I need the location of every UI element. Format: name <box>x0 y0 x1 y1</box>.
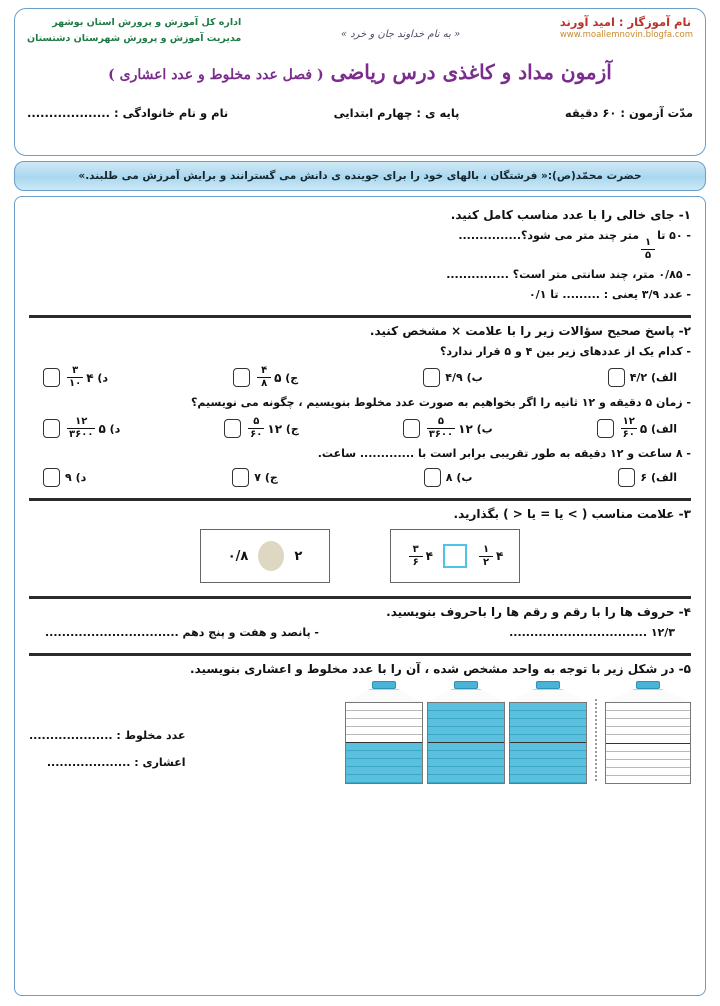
decimal-left-value: ۲ <box>294 548 303 564</box>
question-2-sub3-prompt: - ۸ ساعت و ۱۲ دقیقه به طور تقریبی برابر است با ............. ساعت. <box>317 447 691 461</box>
option-4[interactable] <box>43 417 120 440</box>
tank-slice <box>428 743 504 751</box>
tank-slice <box>606 719 690 727</box>
tank-slice <box>510 751 586 759</box>
option-3[interactable] <box>233 366 298 389</box>
tank-slice <box>346 735 422 743</box>
option-checkbox[interactable] <box>424 468 441 487</box>
question-5-title: ۵- در شکل زیر با توجه به واحد مشخص شده ، آن را با عدد مخلوط و اعشاری بنویسید. <box>190 662 691 677</box>
option-mixed-number <box>65 366 94 389</box>
question-3 <box>29 504 691 593</box>
option-label: الف) ۴/۲ <box>629 371 677 385</box>
question-2-sub1-prompt: - کدام یک از عددهای زیر بین ۴ و ۵ قرار ندارد؟ <box>440 345 691 359</box>
divider-4 <box>29 653 691 656</box>
tank-slice <box>346 743 422 751</box>
hadith-banner: حضرت محمّد(ص):« فرشتگان ، بالهای خود را برای جوینده ی دانش می گسترانند و برایش آمرزش می طلبند.» <box>14 161 706 191</box>
teacher-block <box>560 15 693 40</box>
question-2-sub2-options <box>43 417 677 440</box>
tank-full-1 <box>509 681 587 784</box>
question-2-sub1-options <box>43 366 677 389</box>
question-5-answer-decimal[interactable]: اعشاری : .................... <box>46 756 186 770</box>
right-numerator: ۳ <box>412 543 419 555</box>
option-fraction <box>248 417 264 440</box>
teacher-name: نام آموزگار : امید آورند <box>559 15 692 29</box>
option-checkbox[interactable] <box>403 419 420 438</box>
tank-neck <box>345 689 423 702</box>
tank-slice <box>606 703 690 711</box>
tank-slice <box>510 775 586 783</box>
organization-block <box>27 15 241 46</box>
option-fraction <box>427 417 455 440</box>
tank-slice <box>428 767 504 775</box>
option-label: الف) ۵ $\frac{۱۲}{۶۰}$ <box>619 417 677 440</box>
option-mixed-number <box>65 417 106 440</box>
question-2-title: ۲- پاسخ صحیح سؤالات زیر را با علامت × مشخص کنید. <box>369 324 691 339</box>
option-4[interactable] <box>43 468 86 487</box>
student-name-field[interactable]: نام و نام خانوادگی : ................... <box>27 106 229 121</box>
tank-body <box>345 702 423 784</box>
option-checkbox[interactable] <box>43 419 60 438</box>
tank-cap <box>372 681 396 689</box>
option-mixed-number <box>255 366 281 389</box>
option-checkbox[interactable] <box>618 468 635 487</box>
option-label: الف) ۶ <box>640 471 677 485</box>
option-mixed-number <box>425 417 473 440</box>
option-checkbox[interactable] <box>43 368 60 387</box>
tank-neck <box>605 689 691 702</box>
option-numerator: ۵ <box>437 416 444 428</box>
option-whole: ۱۲ <box>267 421 283 436</box>
question-1-item-b: - ۰/۸۵ متر، چند سانتی متر است؟ ............... <box>446 268 691 282</box>
tank-slice <box>606 711 690 719</box>
tank-slice <box>428 759 504 767</box>
option-whole: ۵ <box>274 370 282 385</box>
option-3[interactable] <box>224 417 299 440</box>
right-whole: ۴ <box>425 549 433 564</box>
tank-slice <box>510 767 586 775</box>
question-4-items <box>29 626 691 639</box>
tank-cap <box>454 681 478 689</box>
decimal-right-value: ۰/۸ <box>227 548 249 564</box>
option-checkbox[interactable] <box>224 419 241 438</box>
compare-right-mixed <box>407 545 433 568</box>
option-denominator: ۳۶۰۰ <box>428 429 454 441</box>
tank-body <box>605 702 691 784</box>
question-4-item-words[interactable]: - پانصد و هفت و پنج دهم ................................ <box>45 626 319 640</box>
tank-body <box>427 702 505 784</box>
option-fraction <box>257 366 271 389</box>
option-4[interactable] <box>43 366 108 389</box>
question-5-answer-mixed[interactable]: عدد مخلوط : .................... <box>29 729 186 743</box>
tank-slice <box>606 752 690 760</box>
option-numerator: ۱۲ <box>622 416 635 428</box>
option-denominator: ۶۰ <box>250 429 263 441</box>
tank-full-2 <box>427 681 505 784</box>
left-whole: ۴ <box>496 549 504 564</box>
option-label: د) ۵ $\frac{۱۲}{۳۶۰۰}$ <box>65 417 120 440</box>
divider-2 <box>29 498 691 501</box>
option-1[interactable] <box>618 468 677 487</box>
org-line-2: مدیریت آموزش و پرورش شهرستان دشتستان <box>27 32 242 44</box>
exam-title <box>27 60 693 84</box>
tank-slice <box>428 703 504 711</box>
header-fields-row <box>27 106 693 120</box>
tank-cap <box>536 681 560 689</box>
tank-slice <box>428 727 504 735</box>
tank-slice <box>346 759 422 767</box>
option-label: ج) ۷ <box>254 471 278 485</box>
comparison-answer-box[interactable] <box>443 544 467 568</box>
q1a-fraction <box>641 238 655 261</box>
option-fraction <box>67 417 95 440</box>
q1a-numerator: ۱ <box>645 237 652 249</box>
tank-slice <box>346 767 422 775</box>
option-checkbox[interactable] <box>232 468 249 487</box>
tank-slice <box>606 735 690 743</box>
q1a-prefix: - ۵۰ تا <box>657 229 691 242</box>
tank-slice <box>510 735 586 743</box>
duration-field: مدّت آزمون : ۶۰ دقیقه <box>564 106 693 121</box>
bismillah-text: « به نام خداوند جان و خرد » <box>340 29 461 40</box>
unit-tank <box>605 681 691 784</box>
option-numerator: ۴ <box>261 365 268 377</box>
grade-field: پایه ی : چهارم ابتدایی <box>333 106 460 121</box>
question-5 <box>29 659 691 792</box>
org-line-1: اداره کل آموزش و پرورش استان بوشهر <box>52 17 242 28</box>
tank-slice <box>346 775 422 783</box>
tank-neck <box>427 689 505 702</box>
exam-title-main: آزمون مداد و کاغذی درس ریاضی <box>330 60 612 85</box>
q1a-denominator: ۵ <box>645 250 652 262</box>
tank-slice <box>606 768 690 776</box>
option-checkbox[interactable] <box>608 368 625 387</box>
option-whole: ۴ <box>86 370 94 385</box>
option-checkbox[interactable] <box>597 419 614 438</box>
question-3-title: ۳- علامت مناسب ( > یا = یا < ) بگذارید. <box>453 507 691 522</box>
option-whole: ۱۲ <box>458 421 473 436</box>
tank-slice <box>510 703 586 711</box>
question-2-sub3-options <box>43 468 677 487</box>
option-numerator: ۳ <box>72 365 79 377</box>
option-3[interactable] <box>232 468 278 487</box>
website-link[interactable]: www.moallemnovin.blogfa.com <box>559 30 693 40</box>
header-card <box>14 8 706 156</box>
option-2[interactable] <box>403 417 493 440</box>
option-checkbox[interactable] <box>43 468 60 487</box>
comparison-oval-placeholder[interactable] <box>258 541 284 571</box>
header-top-row <box>27 15 693 46</box>
question-1-item-a <box>29 229 691 261</box>
option-denominator: ۶۰ <box>622 429 635 441</box>
question-1-title: ۱- جای خالی را با عدد مناسب کامل کنید. <box>450 208 691 222</box>
question-1 <box>29 205 691 312</box>
tank-partial <box>345 681 423 784</box>
question-4-title: ۴- حروف ها را با رقم و رقم ها را باحروف بنویسید. <box>386 605 691 620</box>
option-checkbox[interactable] <box>423 368 440 387</box>
option-label: ب) ۸ <box>445 471 473 485</box>
option-mixed-number <box>619 417 648 440</box>
tank-cap <box>636 681 660 689</box>
tank-slice <box>428 735 504 743</box>
option-label: د) ۴ $\frac{۳}{۱۰}$ <box>65 366 108 389</box>
tank-slice <box>606 744 690 752</box>
tank-slice <box>606 760 690 768</box>
tank-slice <box>428 751 504 759</box>
option-1[interactable] <box>608 368 677 387</box>
divider-3 <box>29 596 691 599</box>
option-2[interactable] <box>424 468 473 487</box>
tank-slice <box>346 719 422 727</box>
tank-slice <box>510 711 586 719</box>
tank-body <box>509 702 587 784</box>
tank-slice <box>346 727 422 735</box>
option-fraction <box>621 417 637 440</box>
option-numerator: ۱۲ <box>75 416 88 428</box>
tank-slice <box>428 711 504 719</box>
tank-slice <box>510 727 586 735</box>
compare-box-decimal[interactable] <box>200 529 330 583</box>
tank-slice <box>346 703 422 711</box>
option-label: ب) ۱۲ $\frac{۵}{۳۶۰۰}$ <box>425 417 493 440</box>
tank-slice <box>606 727 690 735</box>
option-mixed-number <box>246 417 282 440</box>
divider-1 <box>29 315 691 318</box>
compare-left-mixed <box>477 545 503 568</box>
tank-slice <box>510 719 586 727</box>
option-1[interactable] <box>597 417 677 440</box>
tank-slice <box>346 711 422 719</box>
question-4 <box>29 602 691 650</box>
question-2-sub2-prompt: - زمان ۵ دقیقه و ۱۲ ثانیه را اگر بخواهیم به صورت عدد مخلوط بنویسیم ، چگونه می نویسیم؟ <box>191 396 691 410</box>
question-4-item-numeric[interactable]: ۱۲/۳ ................................. <box>509 626 675 640</box>
question-5-content <box>29 681 691 788</box>
tank-neck <box>509 689 587 702</box>
questions-card <box>14 196 706 996</box>
right-fraction <box>409 545 423 568</box>
tank-slice <box>510 759 586 767</box>
option-whole: ۵ <box>639 421 648 436</box>
option-label: ج) ۵ $\frac{۴}{۸}$ <box>255 366 298 389</box>
tank-slice <box>428 775 504 783</box>
option-label: ب) ۴/۹ <box>445 371 483 385</box>
compare-box-mixed[interactable] <box>390 529 520 583</box>
unit-measure-dotted-line <box>595 699 597 781</box>
question-5-answer-lines <box>29 681 190 783</box>
q1a-suffix: متر چند متر می شود؟............... <box>458 229 640 242</box>
option-whole: ۵ <box>98 421 106 436</box>
tank-slice <box>510 743 586 751</box>
tank-slice <box>428 719 504 727</box>
option-2[interactable] <box>423 368 482 387</box>
question-1-item-c: - عدد ۳/۹ یعنی : ......... تا ۰/۱ <box>528 288 691 302</box>
exam-title-chapter: ( فصل عدد مخلوط و عدد اعشاری ) <box>108 67 324 84</box>
option-denominator: ۸ <box>261 378 268 390</box>
option-checkbox[interactable] <box>233 368 250 387</box>
tank-slice <box>346 751 422 759</box>
right-denominator: ۶ <box>412 556 419 568</box>
question-3-compare-row <box>29 529 691 583</box>
option-fraction <box>67 366 83 389</box>
option-label: د) ۹ <box>65 471 87 485</box>
left-numerator: ۱ <box>482 543 490 555</box>
option-denominator: ۱۰ <box>69 378 82 390</box>
left-fraction <box>479 545 493 568</box>
tank-figure <box>315 681 691 788</box>
option-denominator: ۳۶۰۰ <box>69 429 94 441</box>
tank-slice <box>606 776 690 783</box>
option-label: ج) ۱۲ $\frac{۵}{۶۰}$ <box>246 417 299 440</box>
option-numerator: ۵ <box>253 416 260 428</box>
question-2 <box>29 321 691 495</box>
left-denominator: ۲ <box>482 556 490 568</box>
